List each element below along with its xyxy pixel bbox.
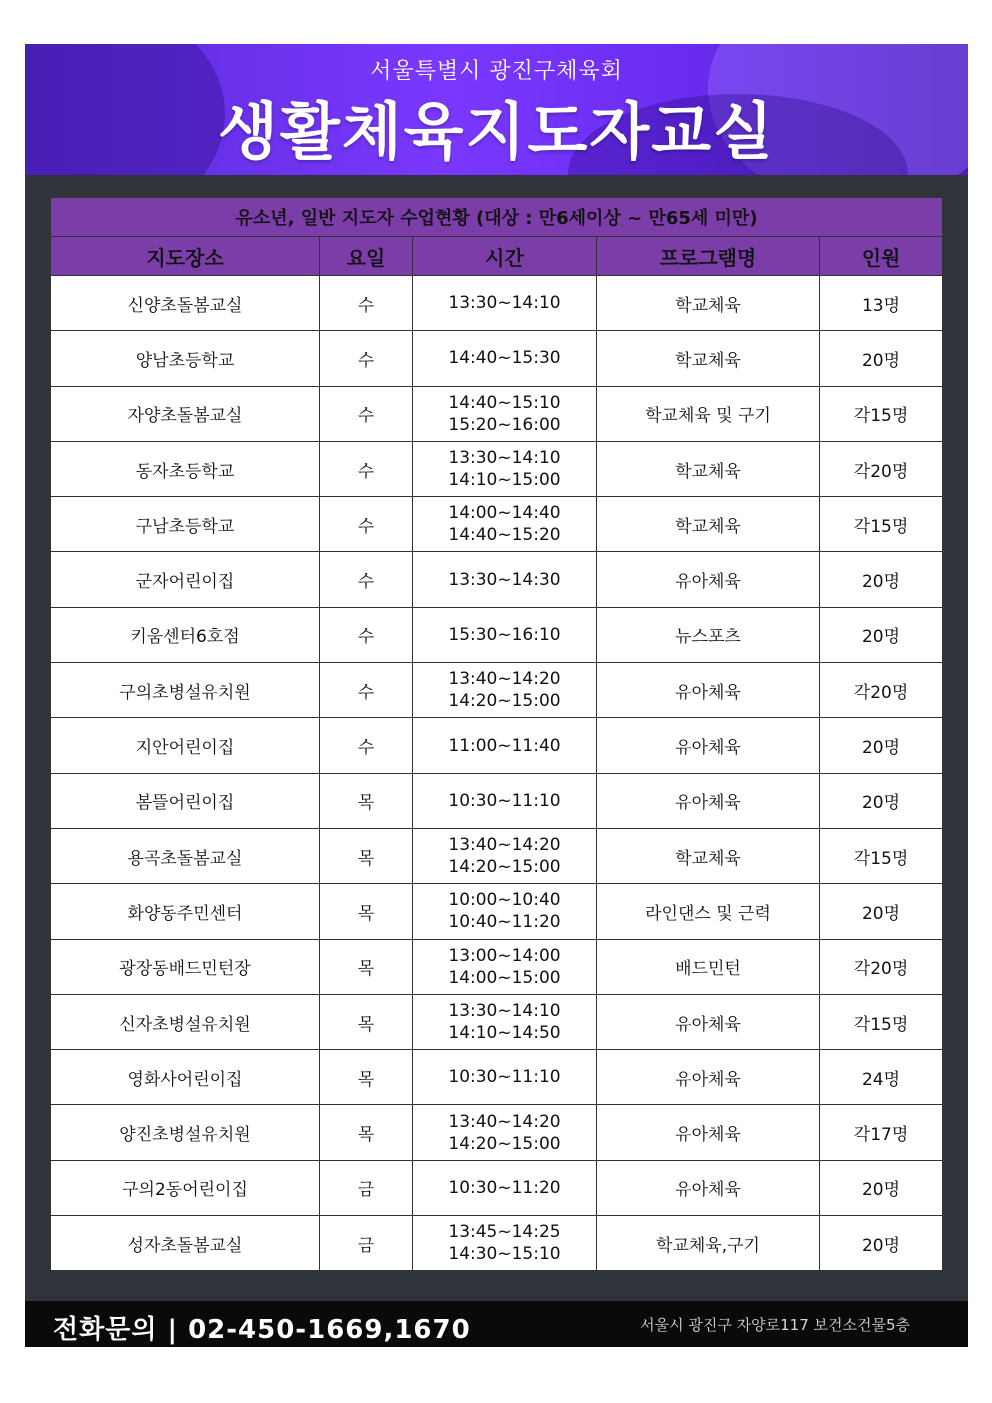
program-cell: 유아체육 [597, 773, 820, 828]
time-slot: 14:10~15:00 [448, 470, 561, 491]
place-cell: 양진초병설유치원 [51, 1105, 320, 1160]
time-cell [413, 773, 597, 828]
count-cell: 24명 [820, 1050, 943, 1105]
count-cell: 각20명 [820, 939, 943, 994]
count-cell: 20명 [820, 718, 943, 773]
time-slot: 14:00~14:40 [448, 503, 561, 524]
day-cell: 목 [320, 939, 413, 994]
time-slot: 14:00~15:00 [448, 967, 561, 988]
time-slot: 14:20~15:00 [448, 1133, 561, 1154]
table-row [51, 773, 943, 828]
contact-address: 서울시 광진구 자양로117 보건소건물5층 [640, 1316, 910, 1334]
table-row [51, 441, 943, 496]
time-cell [413, 1216, 597, 1271]
table-row [51, 1160, 943, 1215]
day-cell: 목 [320, 1050, 413, 1105]
program-cell: 배드민턴 [597, 939, 820, 994]
count-cell: 20명 [820, 607, 943, 662]
time-slot: 13:45~14:25 [448, 1222, 561, 1243]
time-cell [413, 552, 597, 607]
place-cell: 동자초등학교 [51, 441, 320, 496]
column-header: 프로그램명 [597, 237, 820, 276]
time-cell [413, 607, 597, 662]
time-slot: 13:00~14:00 [448, 945, 561, 966]
time-cell [413, 884, 597, 939]
time-slot: 10:30~11:10 [448, 1067, 561, 1088]
place-cell: 성자초돌봄교실 [51, 1216, 320, 1271]
day-cell: 목 [320, 773, 413, 828]
place-cell: 키움센터6호점 [51, 607, 320, 662]
time-cell [413, 1105, 597, 1160]
time-cell [413, 331, 597, 386]
time-slot: 11:00~11:40 [448, 735, 561, 756]
day-cell: 수 [320, 718, 413, 773]
day-cell: 수 [320, 497, 413, 552]
time-cell [413, 994, 597, 1049]
time-slot: 13:40~14:20 [448, 1111, 561, 1132]
program-cell: 유아체육 [597, 552, 820, 607]
time-slot: 14:40~15:20 [448, 525, 561, 546]
day-cell: 수 [320, 276, 413, 331]
time-cell [413, 276, 597, 331]
time-slot: 14:20~15:00 [448, 857, 561, 878]
table-row [51, 939, 943, 994]
table-row [51, 552, 943, 607]
table-row [51, 497, 943, 552]
count-cell: 각15명 [820, 994, 943, 1049]
table-row [51, 607, 943, 662]
time-slot: 13:30~14:30 [448, 569, 561, 590]
table-row [51, 386, 943, 441]
count-cell: 20명 [820, 552, 943, 607]
time-slot: 10:30~11:10 [448, 790, 561, 811]
time-slot: 10:40~11:20 [448, 912, 561, 933]
time-cell [413, 497, 597, 552]
table-row [51, 994, 943, 1049]
count-cell: 13명 [820, 276, 943, 331]
table-row [51, 1050, 943, 1105]
time-slot: 14:10~14:50 [448, 1023, 561, 1043]
program-cell: 유아체육 [597, 1050, 820, 1105]
day-cell: 금 [320, 1160, 413, 1215]
table-row [51, 276, 943, 331]
banner-subtitle: 서울특별시 광진구체육회 [370, 59, 623, 84]
time-slot: 13:40~14:20 [448, 669, 561, 690]
contact-phone: 전화문의 | 02-450-1669,1670 [53, 1315, 471, 1345]
time-cell [413, 386, 597, 441]
day-cell: 수 [320, 386, 413, 441]
place-cell: 구남초등학교 [51, 497, 320, 552]
program-cell: 유아체육 [597, 663, 820, 718]
count-cell: 20명 [820, 1216, 943, 1271]
count-cell: 각20명 [820, 441, 943, 496]
program-cell: 학교체육 [597, 276, 820, 331]
time-slot: 10:00~10:40 [448, 890, 561, 911]
column-header: 요일 [320, 237, 413, 276]
table-row [51, 718, 943, 773]
place-cell: 화양동주민센터 [51, 884, 320, 939]
banner-title: 생활체육지도자교실 [217, 95, 776, 168]
place-cell: 영화사어린이집 [51, 1050, 320, 1105]
count-cell: 각17명 [820, 1105, 943, 1160]
header-banner [25, 44, 968, 175]
time-slot: 14:40~15:30 [448, 348, 561, 369]
table-row [51, 331, 943, 386]
day-cell: 수 [320, 607, 413, 662]
program-cell: 학교체육 [597, 331, 820, 386]
table-row [51, 884, 943, 939]
count-cell: 각20명 [820, 663, 943, 718]
time-cell [413, 939, 597, 994]
place-cell: 구의초병설유치원 [51, 663, 320, 718]
count-cell: 각15명 [820, 386, 943, 441]
day-cell: 수 [320, 552, 413, 607]
day-cell: 목 [320, 994, 413, 1049]
program-cell: 유아체육 [597, 1105, 820, 1160]
count-cell: 20명 [820, 1160, 943, 1215]
count-cell: 20명 [820, 773, 943, 828]
program-cell: 라인댄스 및 근력 [597, 884, 820, 939]
place-cell: 신양초돌봄교실 [51, 276, 320, 331]
day-cell: 금 [320, 1216, 413, 1271]
table-row [51, 1216, 943, 1271]
table-row [51, 828, 943, 883]
program-cell: 유아체육 [597, 718, 820, 773]
day-cell: 수 [320, 441, 413, 496]
program-cell: 유아체육 [597, 1160, 820, 1215]
place-cell: 구의2동어린이집 [51, 1160, 320, 1215]
time-cell [413, 828, 597, 883]
place-cell: 군자어린이집 [51, 552, 320, 607]
count-cell: 20명 [820, 331, 943, 386]
day-cell: 수 [320, 663, 413, 718]
footer-bar [25, 1301, 968, 1347]
time-slot: 13:30~14:10 [448, 448, 561, 469]
program-cell: 학교체육 [597, 828, 820, 883]
class-schedule-table [50, 197, 943, 1271]
time-cell [413, 718, 597, 773]
place-cell: 광장동배드민턴장 [51, 939, 320, 994]
place-cell: 지안어린이집 [51, 718, 320, 773]
time-slot: 14:40~15:10 [448, 392, 561, 413]
time-slot: 13:40~14:20 [448, 835, 561, 856]
place-cell: 자양초돌봄교실 [51, 386, 320, 441]
count-cell: 각15명 [820, 828, 943, 883]
time-slot: 15:30~16:10 [448, 624, 561, 645]
time-slot: 13:30~14:10 [448, 293, 561, 314]
time-slot: 14:20~15:00 [448, 691, 561, 712]
column-header: 시간 [413, 237, 597, 276]
table-caption: 유소년, 일반 지도자 수업현황 (대상 : 만6세이상 ~ 만65세 미만) [51, 198, 943, 237]
program-cell: 학교체육 [597, 441, 820, 496]
time-slot: 13:30~14:10 [448, 1001, 561, 1021]
program-cell: 학교체육 및 구기 [597, 386, 820, 441]
time-cell [413, 441, 597, 496]
time-slot: 14:30~15:10 [448, 1244, 561, 1265]
day-cell: 목 [320, 828, 413, 883]
table-row [51, 663, 943, 718]
column-header: 지도장소 [51, 237, 320, 276]
place-cell: 양남초등학교 [51, 331, 320, 386]
time-cell [413, 1160, 597, 1215]
day-cell: 목 [320, 884, 413, 939]
program-cell: 뉴스포츠 [597, 607, 820, 662]
column-header: 인원 [820, 237, 943, 276]
place-cell: 신자초병설유치원 [51, 994, 320, 1049]
time-cell [413, 1050, 597, 1105]
day-cell: 목 [320, 1105, 413, 1160]
place-cell: 용곡초돌봄교실 [51, 828, 320, 883]
program-cell: 학교체육 [597, 497, 820, 552]
program-cell: 유아체육 [597, 994, 820, 1049]
count-cell: 각15명 [820, 497, 943, 552]
count-cell: 20명 [820, 884, 943, 939]
day-cell: 수 [320, 331, 413, 386]
time-slot: 15:20~16:00 [448, 414, 561, 435]
time-cell [413, 663, 597, 718]
place-cell: 봄뜰어린이집 [51, 773, 320, 828]
program-cell: 학교체육,구기 [597, 1216, 820, 1271]
time-slot: 10:30~11:20 [448, 1177, 561, 1198]
table-row [51, 1105, 943, 1160]
